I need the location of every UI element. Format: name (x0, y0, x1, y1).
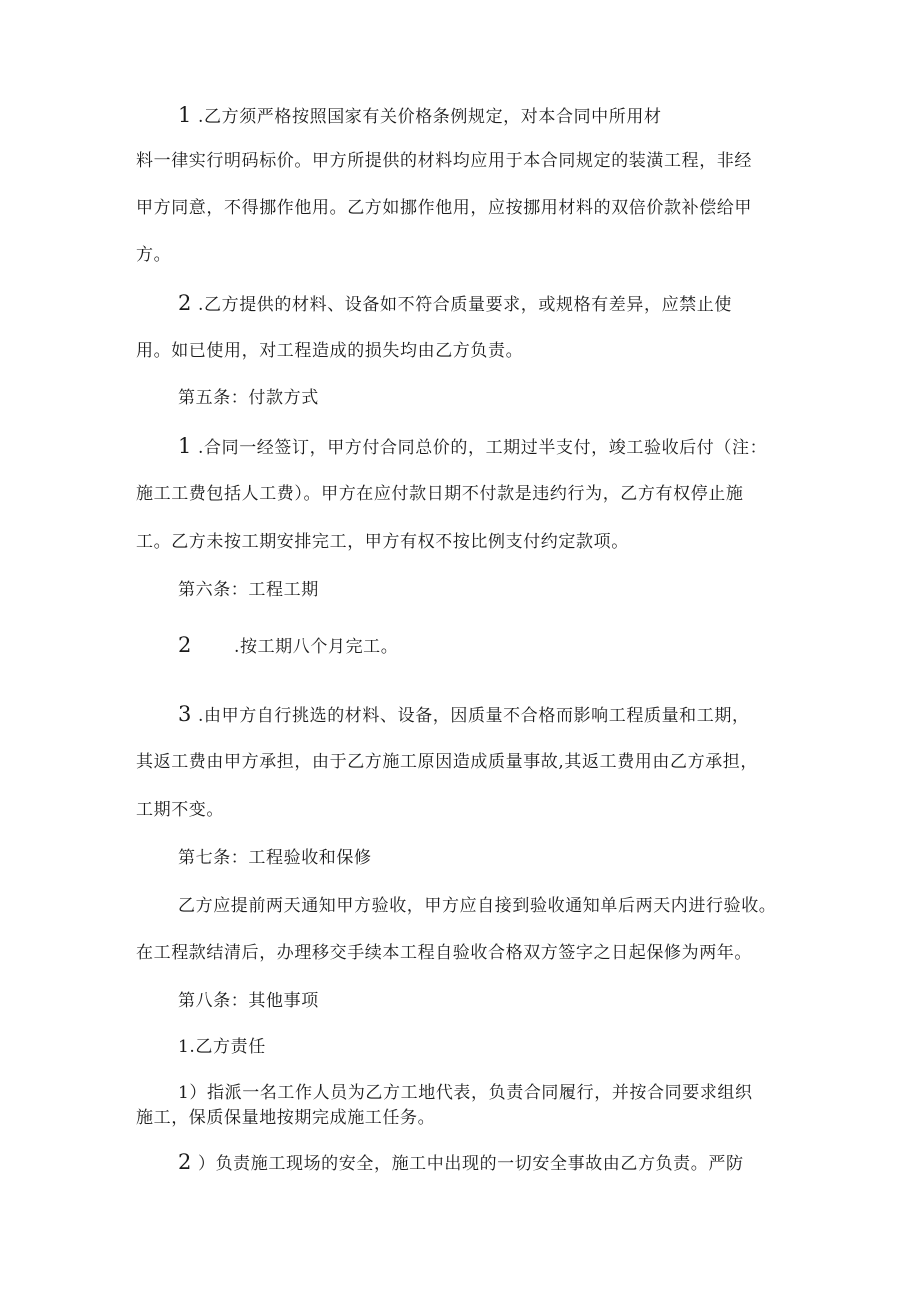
section-heading: 第六条：工程工期 (178, 580, 319, 600)
text-line: 1）指派一名工作人员为乙方工地代表，负责合同履行，并按合同要求组织 (178, 1083, 753, 1103)
item-number: 3 (178, 702, 192, 726)
text-line: 施工工费包括人工费）。甲方在应付款日期不付款是违约行为，乙方有权停止施 (136, 484, 744, 504)
item-number: 1 (178, 103, 192, 127)
text-line: 2 .按工期八个月完工。 (178, 633, 399, 657)
section-heading: 第八条：其他事项 (178, 991, 319, 1011)
item-number: 2 (178, 1150, 192, 1174)
text-line: 1 .乙方须严格按照国家有关价格条例规定，对本合同中所用材 (178, 103, 662, 127)
item-number: 2 (178, 291, 192, 315)
section-heading: 第五条：付款方式 (178, 388, 319, 408)
item-number: 2 (178, 633, 192, 657)
text-line: 方。 (136, 245, 172, 265)
text-line: 3 .由甲方自行挑选的材料、设备，因质量不合格而影响工程质量和工期， (178, 702, 750, 726)
text-line: 2 ）负责施工现场的安全，施工中出现的一切安全事故由乙方负责。严防 (178, 1150, 744, 1174)
item-number: 1 (178, 434, 192, 458)
text-line: 其返工费由甲方承担，由于乙方施工原因造成质量事故,其返工费用由乙方承担， (136, 752, 759, 772)
text-line: 用。如已使用，对工程造成的损失均由乙方负责。 (136, 341, 524, 361)
section-heading: 第七条：工程验收和保修 (178, 848, 372, 868)
text-line: 工。乙方未按工期安排完工，甲方有权不按比例支付约定款项。 (136, 532, 629, 552)
text-line: 在工程款结清后，办理移交手续本工程自验收合格双方签字之日起保修为两年。 (136, 943, 752, 963)
text-line: 1.乙方责任 (178, 1037, 266, 1057)
text-line: 甲方同意，不得挪作他用。乙方如挪作他用，应按挪用材料的双倍价款补偿给甲 (136, 198, 752, 218)
text-line: 2 .乙方提供的材料、设备如不符合质量要求，或规格有差异，应禁止使 (178, 291, 732, 315)
text-line: 工期不变。 (136, 800, 224, 820)
text-line: 乙方应提前两天通知甲方验收，甲方应自接到验收通知单后两天内进行验收。 (178, 896, 777, 916)
text-line: 施工，保质保量地按期完成施工任务。 (136, 1108, 436, 1128)
text-line: 1 .合同一经签订，甲方付合同总价的，工期过半支付，竣工验收后付（注： (178, 434, 768, 458)
text-line: 料一律实行明码标价。甲方所提供的材料均应用于本合同规定的装潢工程，非经 (136, 151, 752, 171)
